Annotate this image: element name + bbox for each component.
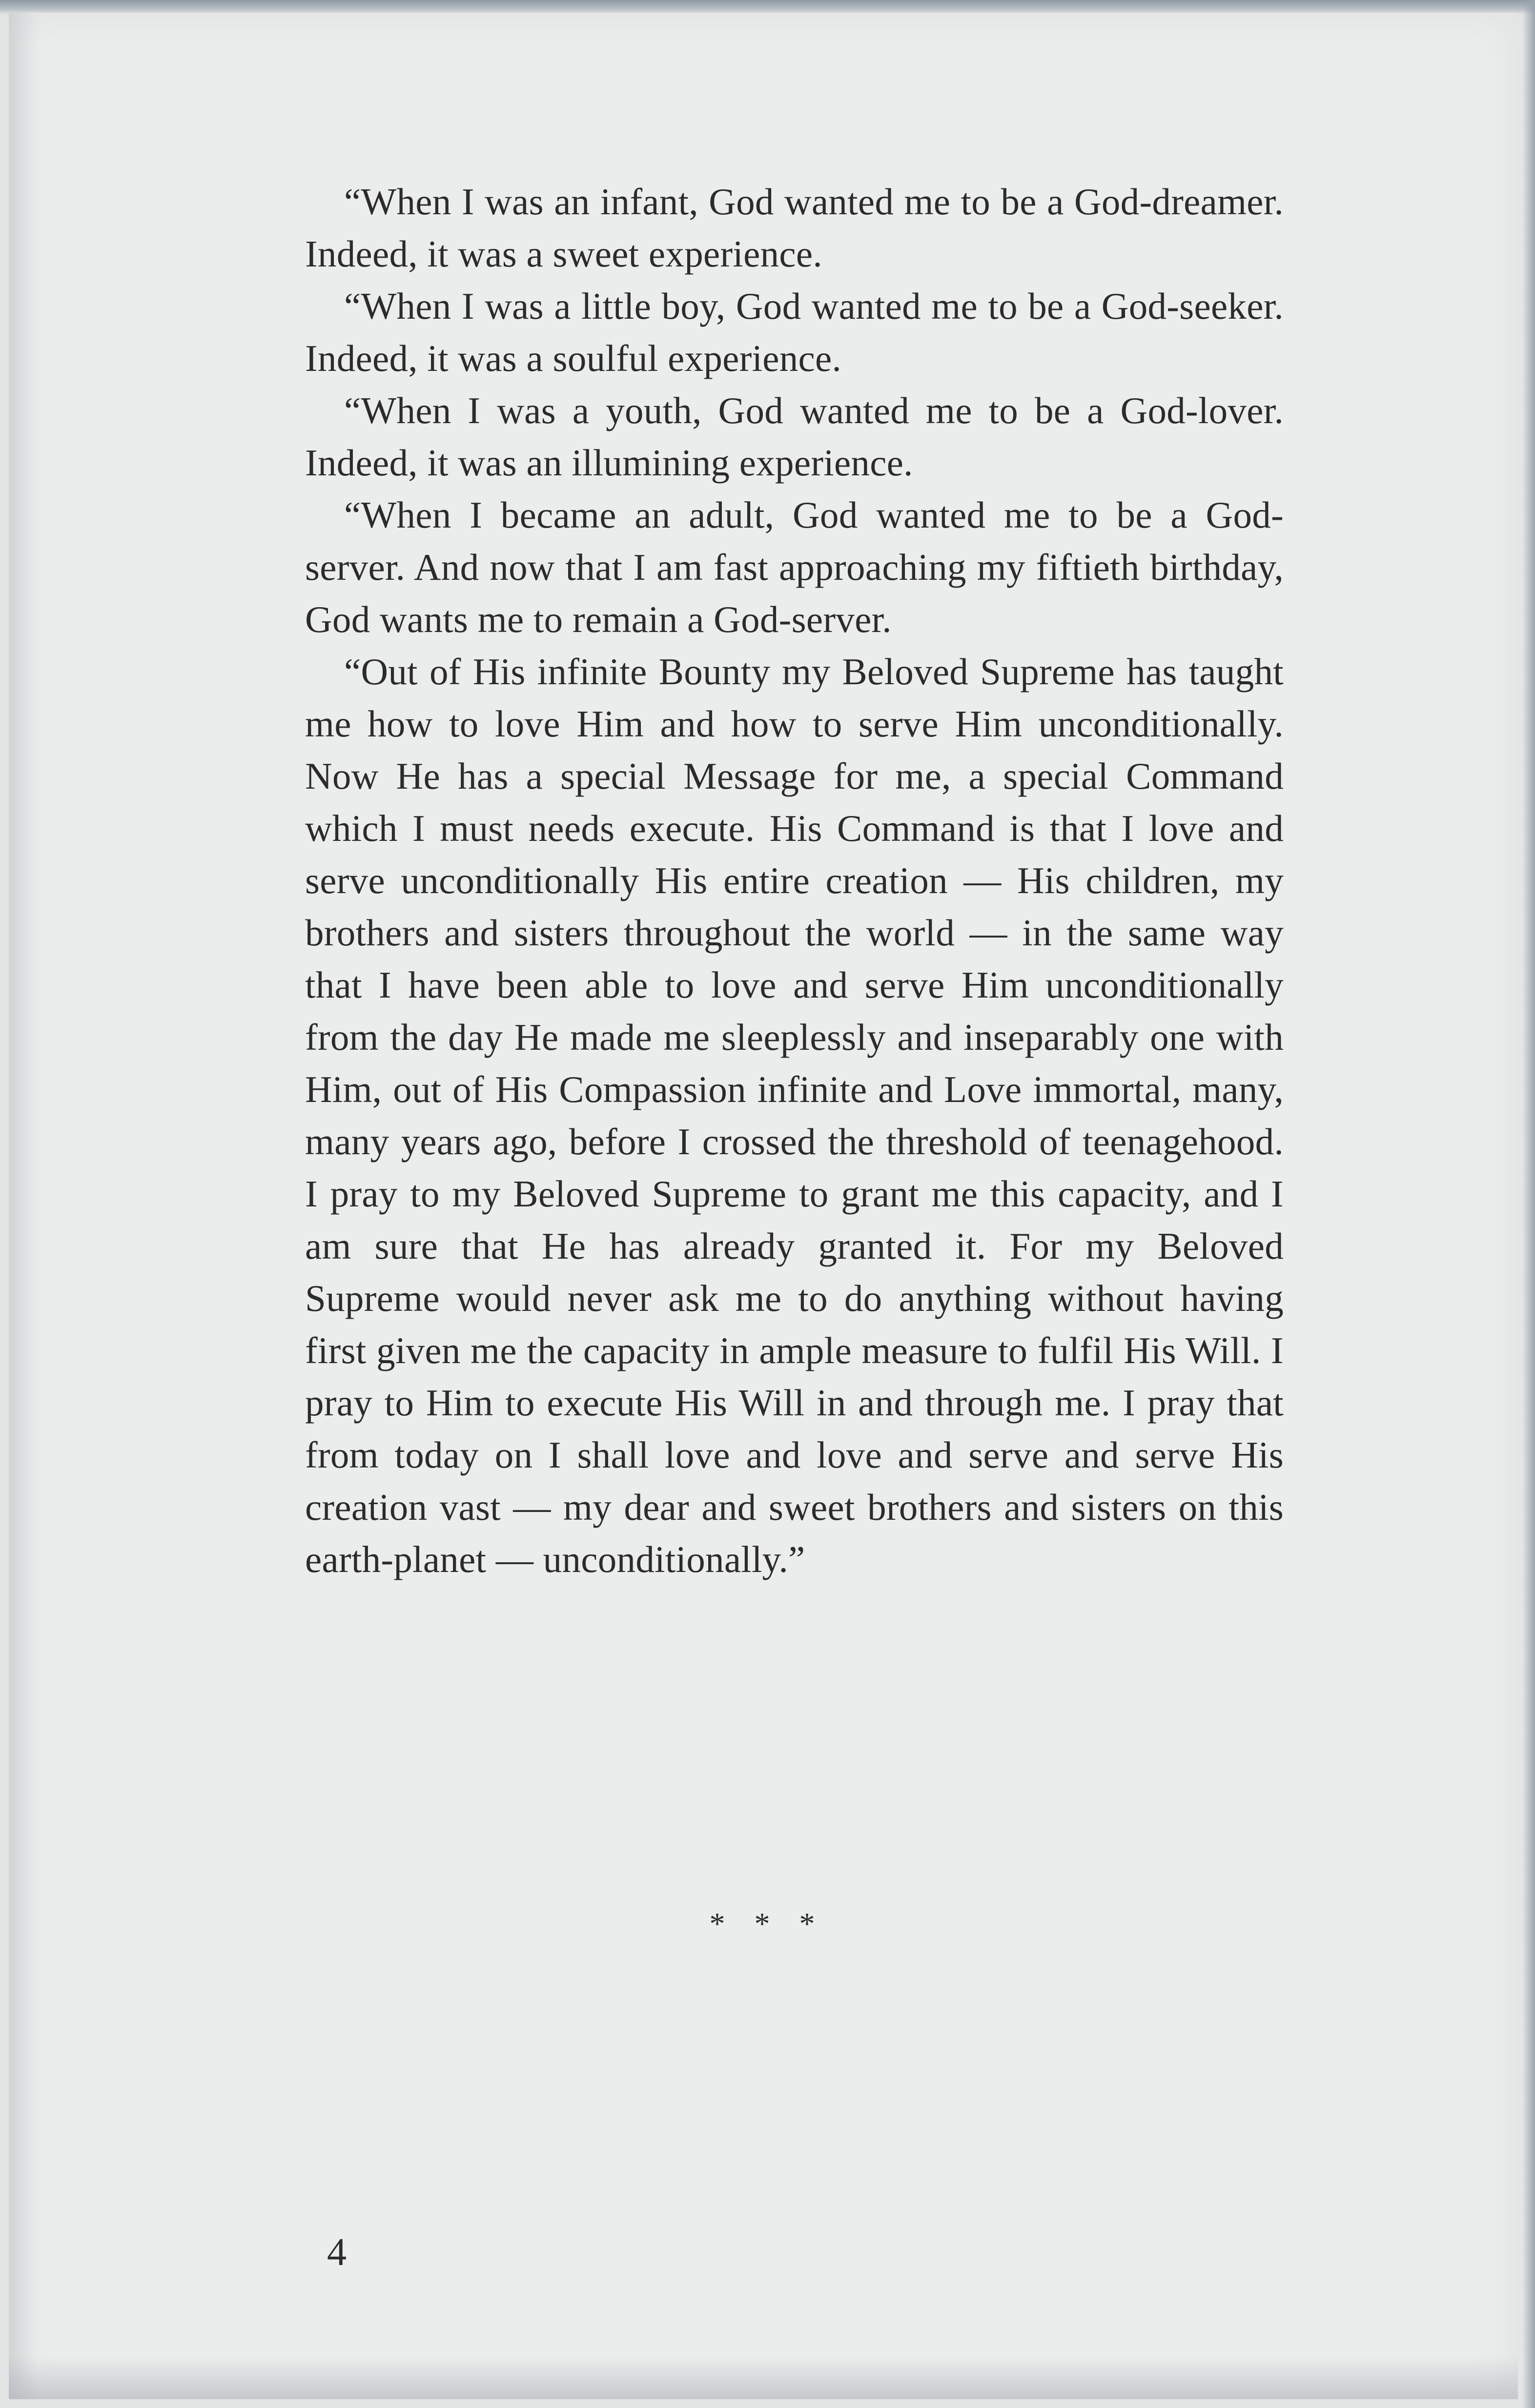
paragraph-adult: “When I became an adult, God wanted me to be a God-server. And now that I am fast approaching my fiftieth birthday, God wants me to remain a God-server. <box>305 494 1284 640</box>
paragraph-little-boy: “When I was a little boy, God wanted me to be a God-seeker. Indeed, it was a soulful experience. <box>305 285 1284 379</box>
paragraph-infant: “When I was an infant, God wanted me to be a God-dreamer. Indeed, it was a sweet experience. <box>305 181 1284 275</box>
body-text <box>305 176 1284 1586</box>
page-bottom-shadow <box>9 2355 1518 2399</box>
page-number: 4 <box>327 2231 347 2274</box>
paragraph-youth: “When I was a youth, God wanted me to be a God-lover. Indeed, it was an illumining experience. <box>305 389 1284 484</box>
page-left-shadow <box>9 13 38 2399</box>
scan-right-edge <box>1522 0 1535 2408</box>
paragraph-bounty: “Out of His infinite Bounty my Beloved Supreme has taught me how to love Him and how to serve Him unconditionally. Now He has a special Message for me, a special Command which I must needs execute. His Command is that I love and serve unconditionally His entire creation — His children, my brothers and sisters throughout the world — in the same way that I have been able to love and serve Him unconditionally from the day He made me sleeplessly and inseparably one with Him, out of His Compassion infinite and Love immortal, many, many years ago, before I crossed the threshold of teenagehood. I pray to my Beloved Supreme to grant me this capacity, and I am sure that He has already granted it. For my Beloved Supreme would never ask me to do anything without having first given me the capacity in ample measure to fulfil His Will. I pray to Him to execute His Will in and through me. I pray that from today on I shall love and love and serve and serve His creation vast — my dear and sweet brothers and sisters on this earth-planet — unconditionally.” <box>305 651 1284 1580</box>
section-separator: * * * <box>709 1906 826 1941</box>
